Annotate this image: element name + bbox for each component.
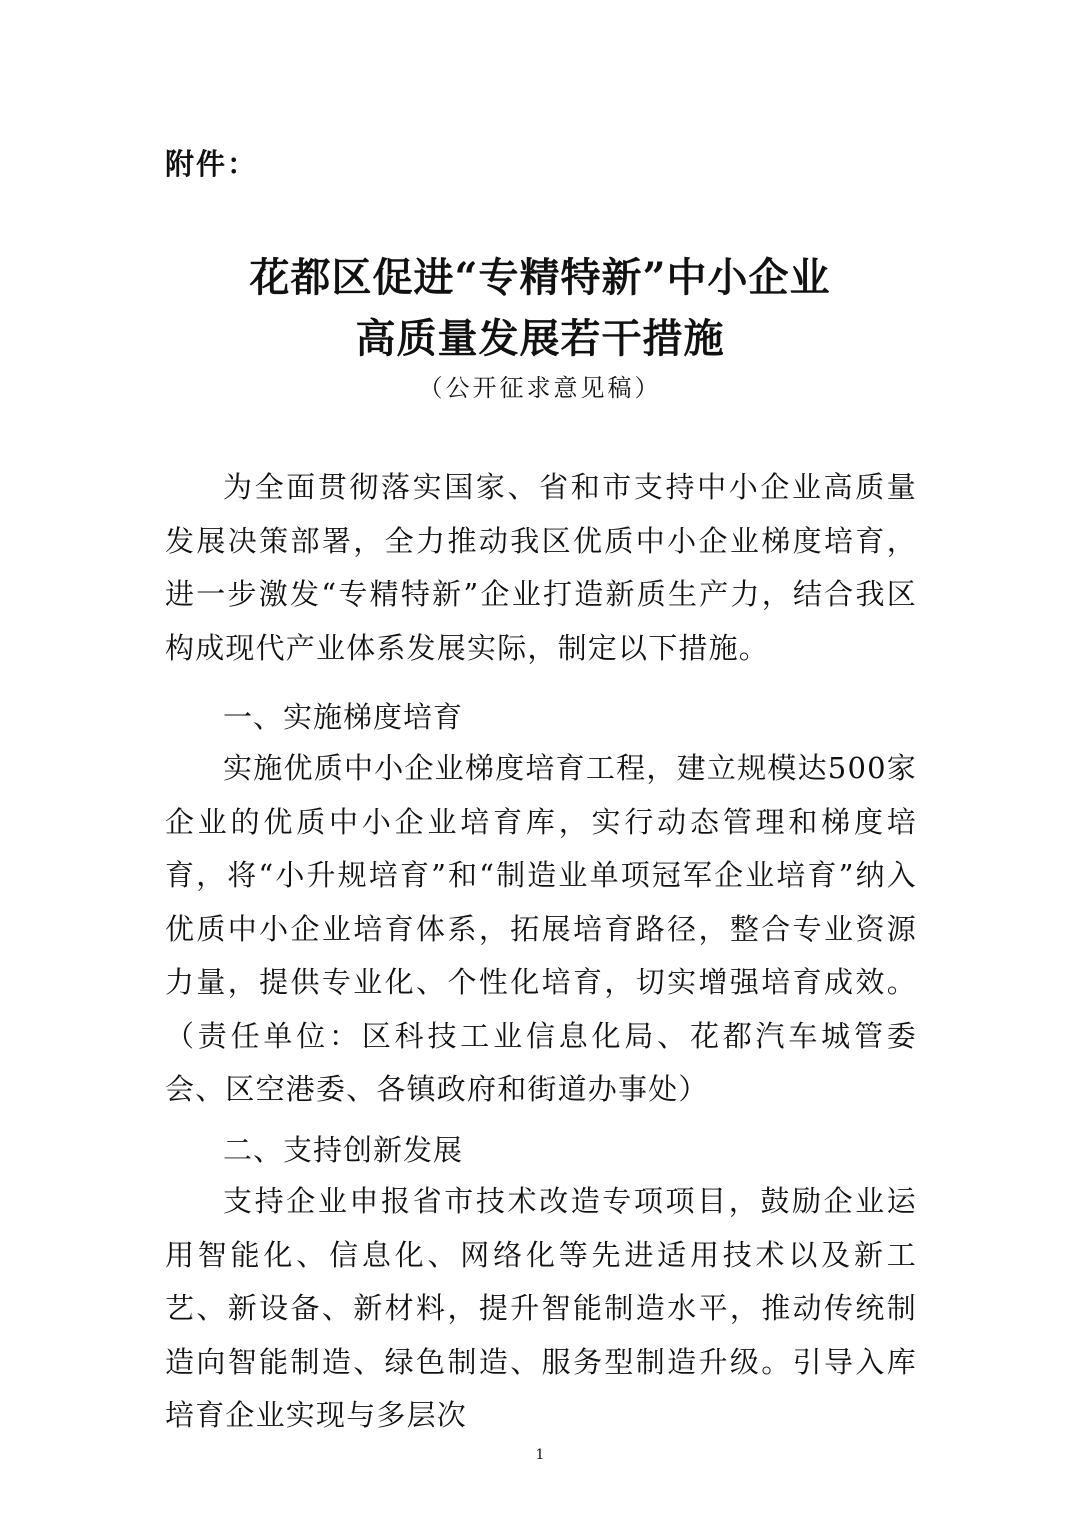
- document-title-line-1: 花都区促进“专精特新”中小企业: [249, 254, 831, 301]
- section-paragraph-1: 实施优质中小企业梯度培育工程，建立规模达500家企业的优质中小企业培育库，实行动态管理和梯度培育，将“小升规培育”和“制造业单项冠军企业培育”纳入优质中小企业培育体系，拓展培育路径，整合专业资源力量，提供专业化、个性化培育，切实增强培育成效。（责任单位：区科技工业信息化局、花都汽车城管委会、区空港委、各镇政府和街道办事处）: [165, 751, 917, 1106]
- document-title-line-2: 高质量发展若干措施: [355, 315, 725, 362]
- intro-paragraph: 为全面贯彻落实国家、省和市支持中小企业高质量发展决策部署，全力推动我区优质中小企业梯度培育，进一步激发“专精特新”企业打造新质生产力，结合我区构成现代产业体系发展实际，制定以下措施。: [165, 470, 917, 665]
- document-subtitle: （公开征求意见稿）: [418, 374, 662, 402]
- section-heading-2: 二、支持创新发展: [223, 1133, 464, 1167]
- attachment-label: 附件：: [165, 147, 259, 181]
- page-number: 1: [535, 1447, 545, 1463]
- section-heading-1: 一、实施梯度培育: [223, 700, 464, 734]
- section-paragraph-2: 支持企业申报省市技术改造专项项目，鼓励企业运用智能化、信息化、网络化等先进适用技术以及新工艺、新设备、新材料，提升智能制造水平，推动传统制造向智能制造、绿色制造、服务型制造升级。引导入库培育企业实现与多层次: [165, 1184, 917, 1432]
